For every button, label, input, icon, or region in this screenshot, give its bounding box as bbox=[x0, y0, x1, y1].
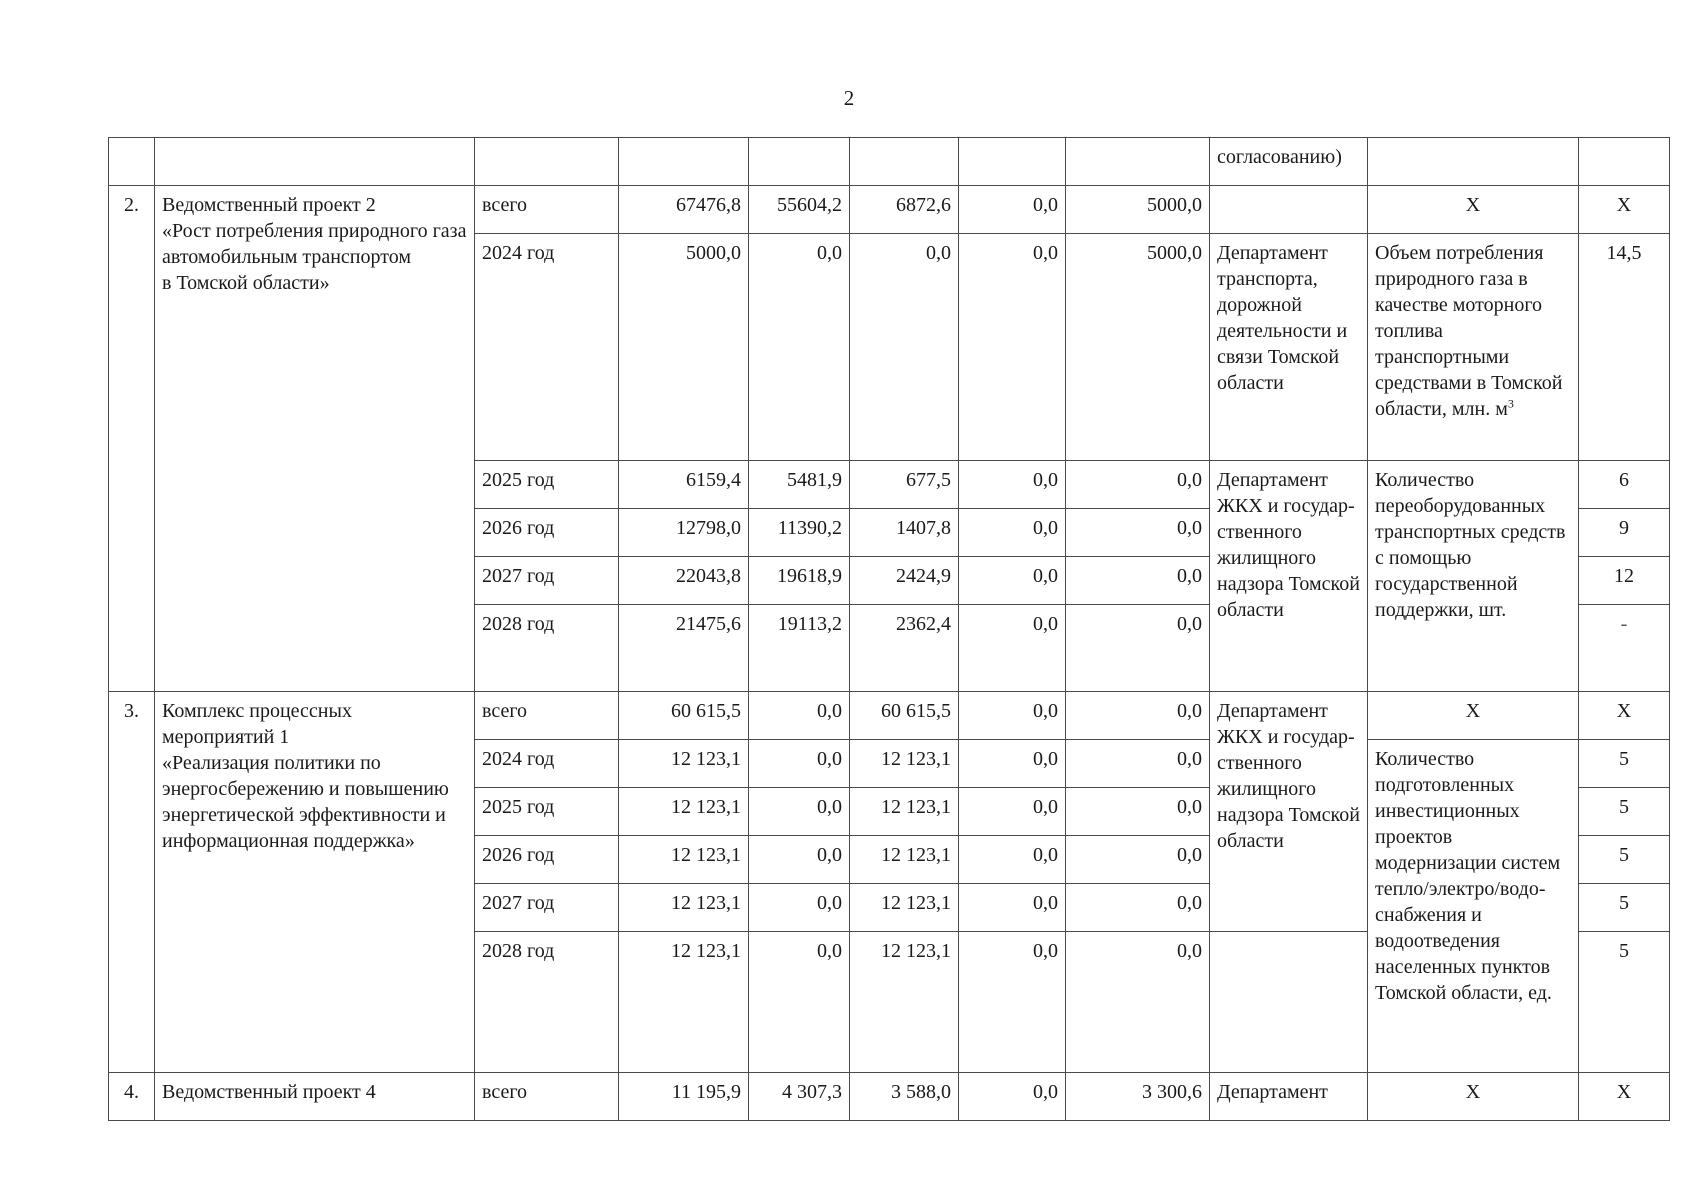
amount-regional: 60 615,5 bbox=[850, 692, 959, 740]
amount-other: 0,0 bbox=[1066, 788, 1210, 836]
amount-local: 0,0 bbox=[959, 557, 1066, 605]
indicator-superscript: 3 bbox=[1507, 396, 1514, 411]
amount-total: 12 123,1 bbox=[619, 932, 749, 1073]
amount-local: 0,0 bbox=[959, 509, 1066, 557]
period-cell: 2027 год bbox=[475, 557, 619, 605]
amount-other: 5000,0 bbox=[1066, 186, 1210, 234]
period-cell: 2026 год bbox=[475, 836, 619, 884]
amount-total: 12 123,1 bbox=[619, 836, 749, 884]
project-name: Комплекс процессных мероприятий 1 «Реализация политики по энергосбережению и повышению энергетической эффективности и информационная поддержка» bbox=[155, 692, 475, 1073]
amount-local: 0,0 bbox=[959, 836, 1066, 884]
amount-total: 11 195,9 bbox=[619, 1073, 749, 1121]
period-cell: 2027 год bbox=[475, 884, 619, 932]
amount-federal: 55604,2 bbox=[749, 186, 850, 234]
amount-federal: 0,0 bbox=[749, 836, 850, 884]
period-cell: 2024 год bbox=[475, 740, 619, 788]
amount-local: 0,0 bbox=[959, 932, 1066, 1073]
amount-regional: 12 123,1 bbox=[850, 740, 959, 788]
row-number: 4. bbox=[109, 1073, 155, 1121]
amount-federal: 0,0 bbox=[749, 788, 850, 836]
value-cell: X bbox=[1579, 186, 1670, 234]
amount-other: 0,0 bbox=[1066, 605, 1210, 692]
table-row bbox=[109, 186, 1670, 234]
amount-federal: 19113,2 bbox=[749, 605, 850, 692]
indicator-cell: X bbox=[1368, 1073, 1579, 1121]
value-cell: 9 bbox=[1579, 509, 1670, 557]
amount-local: 0,0 bbox=[959, 461, 1066, 509]
department-cell: Департамент ЖКХ и государ-ственного жилищного надзора Томской области bbox=[1210, 461, 1368, 692]
page-number: 2 bbox=[843, 86, 855, 110]
amount-other: 3 300,6 bbox=[1066, 1073, 1210, 1121]
value-cell: 5 bbox=[1579, 884, 1670, 932]
value-cell: 6 bbox=[1579, 461, 1670, 509]
amount-total: 12 123,1 bbox=[619, 788, 749, 836]
amount-total: 12 123,1 bbox=[619, 884, 749, 932]
table-row bbox=[109, 692, 1670, 740]
value-cell: X bbox=[1579, 1073, 1670, 1121]
amount-total: 22043,8 bbox=[619, 557, 749, 605]
amount-federal: 0,0 bbox=[749, 932, 850, 1073]
period-cell: 2024 год bbox=[475, 234, 619, 461]
responsible-cell: согласованию) bbox=[1210, 138, 1368, 186]
period-cell: 2025 год bbox=[475, 461, 619, 509]
indicator-cell: Количество переоборудованных транспортных средств с помощью государственной поддержки, шт. bbox=[1368, 461, 1579, 692]
program-table bbox=[108, 137, 1670, 1121]
period-cell: 2028 год bbox=[475, 932, 619, 1073]
period-cell: 2028 год bbox=[475, 605, 619, 692]
amount-federal: 0,0 bbox=[749, 692, 850, 740]
amount-local: 0,0 bbox=[959, 234, 1066, 461]
project-name: Ведомственный проект 4 bbox=[155, 1073, 475, 1121]
department-cell: Департамент транспорта, дорожной деятельности и связи Томской области bbox=[1210, 234, 1368, 461]
amount-other: 0,0 bbox=[1066, 461, 1210, 509]
amount-regional: 1407,8 bbox=[850, 509, 959, 557]
amount-federal: 5481,9 bbox=[749, 461, 850, 509]
period-cell: 2026 год bbox=[475, 509, 619, 557]
amount-regional: 12 123,1 bbox=[850, 884, 959, 932]
amount-regional: 12 123,1 bbox=[850, 788, 959, 836]
indicator-cell: Количество подготовленных инвестиционных проектов модернизации систем тепло/электро/водо-снабжения и водоотведения населенных пунктов Томской области, ед. bbox=[1368, 740, 1579, 1073]
indicator-cell bbox=[1368, 234, 1579, 461]
department-cell: Департамент ЖКХ и государ-ственного жилищного надзора Томской области bbox=[1210, 692, 1368, 932]
amount-total: 6159,4 bbox=[619, 461, 749, 509]
amount-regional: 0,0 bbox=[850, 234, 959, 461]
value-cell: X bbox=[1579, 692, 1670, 740]
project-name: Ведомственный проект 2 «Рост потребления природного газа автомобильным транспортом в Томской области» bbox=[155, 186, 475, 692]
amount-local: 0,0 bbox=[959, 740, 1066, 788]
amount-regional: 2424,9 bbox=[850, 557, 959, 605]
value-cell: 5 bbox=[1579, 836, 1670, 884]
amount-local: 0,0 bbox=[959, 186, 1066, 234]
amount-regional: 2362,4 bbox=[850, 605, 959, 692]
amount-federal: 0,0 bbox=[749, 740, 850, 788]
value-cell: 5 bbox=[1579, 788, 1670, 836]
period-cell: всего bbox=[475, 186, 619, 234]
period-cell: 2025 год bbox=[475, 788, 619, 836]
amount-regional: 677,5 bbox=[850, 461, 959, 509]
value-cell: 5 bbox=[1579, 932, 1670, 1073]
indicator-cell: X bbox=[1368, 186, 1579, 234]
amount-other: 0,0 bbox=[1066, 884, 1210, 932]
amount-other: 0,0 bbox=[1066, 692, 1210, 740]
indicator-cell: X bbox=[1368, 692, 1579, 740]
row-number: 3. bbox=[109, 692, 155, 1073]
amount-local: 0,0 bbox=[959, 884, 1066, 932]
department-cell: Департамент bbox=[1210, 1073, 1368, 1121]
amount-other: 5000,0 bbox=[1066, 234, 1210, 461]
amount-federal: 4 307,3 bbox=[749, 1073, 850, 1121]
amount-total: 5000,0 bbox=[619, 234, 749, 461]
amount-regional: 6872,6 bbox=[850, 186, 959, 234]
amount-regional: 3 588,0 bbox=[850, 1073, 959, 1121]
period-cell: всего bbox=[475, 692, 619, 740]
value-cell: - bbox=[1579, 605, 1670, 692]
amount-federal: 0,0 bbox=[749, 884, 850, 932]
table-row bbox=[109, 138, 1670, 186]
value-cell: 5 bbox=[1579, 740, 1670, 788]
amount-total: 21475,6 bbox=[619, 605, 749, 692]
amount-other: 0,0 bbox=[1066, 557, 1210, 605]
amount-other: 0,0 bbox=[1066, 836, 1210, 884]
row-number: 2. bbox=[109, 186, 155, 692]
amount-local: 0,0 bbox=[959, 788, 1066, 836]
amount-other: 0,0 bbox=[1066, 932, 1210, 1073]
amount-federal: 0,0 bbox=[749, 234, 850, 461]
value-cell: 12 bbox=[1579, 557, 1670, 605]
amount-local: 0,0 bbox=[959, 692, 1066, 740]
amount-local: 0,0 bbox=[959, 1073, 1066, 1121]
amount-total: 60 615,5 bbox=[619, 692, 749, 740]
amount-federal: 19618,9 bbox=[749, 557, 850, 605]
amount-total: 12798,0 bbox=[619, 509, 749, 557]
amount-total: 12 123,1 bbox=[619, 740, 749, 788]
amount-local: 0,0 bbox=[959, 605, 1066, 692]
amount-regional: 12 123,1 bbox=[850, 932, 959, 1073]
amount-other: 0,0 bbox=[1066, 740, 1210, 788]
amount-regional: 12 123,1 bbox=[850, 836, 959, 884]
amount-federal: 11390,2 bbox=[749, 509, 850, 557]
indicator-text: Объем потребления природного газа в качестве моторного топлива транспортными средствами в Томской области, млн. м bbox=[1375, 242, 1563, 420]
amount-total: 67476,8 bbox=[619, 186, 749, 234]
value-cell: 14,5 bbox=[1579, 234, 1670, 461]
period-cell: всего bbox=[475, 1073, 619, 1121]
amount-other: 0,0 bbox=[1066, 509, 1210, 557]
table-row bbox=[109, 1073, 1670, 1121]
